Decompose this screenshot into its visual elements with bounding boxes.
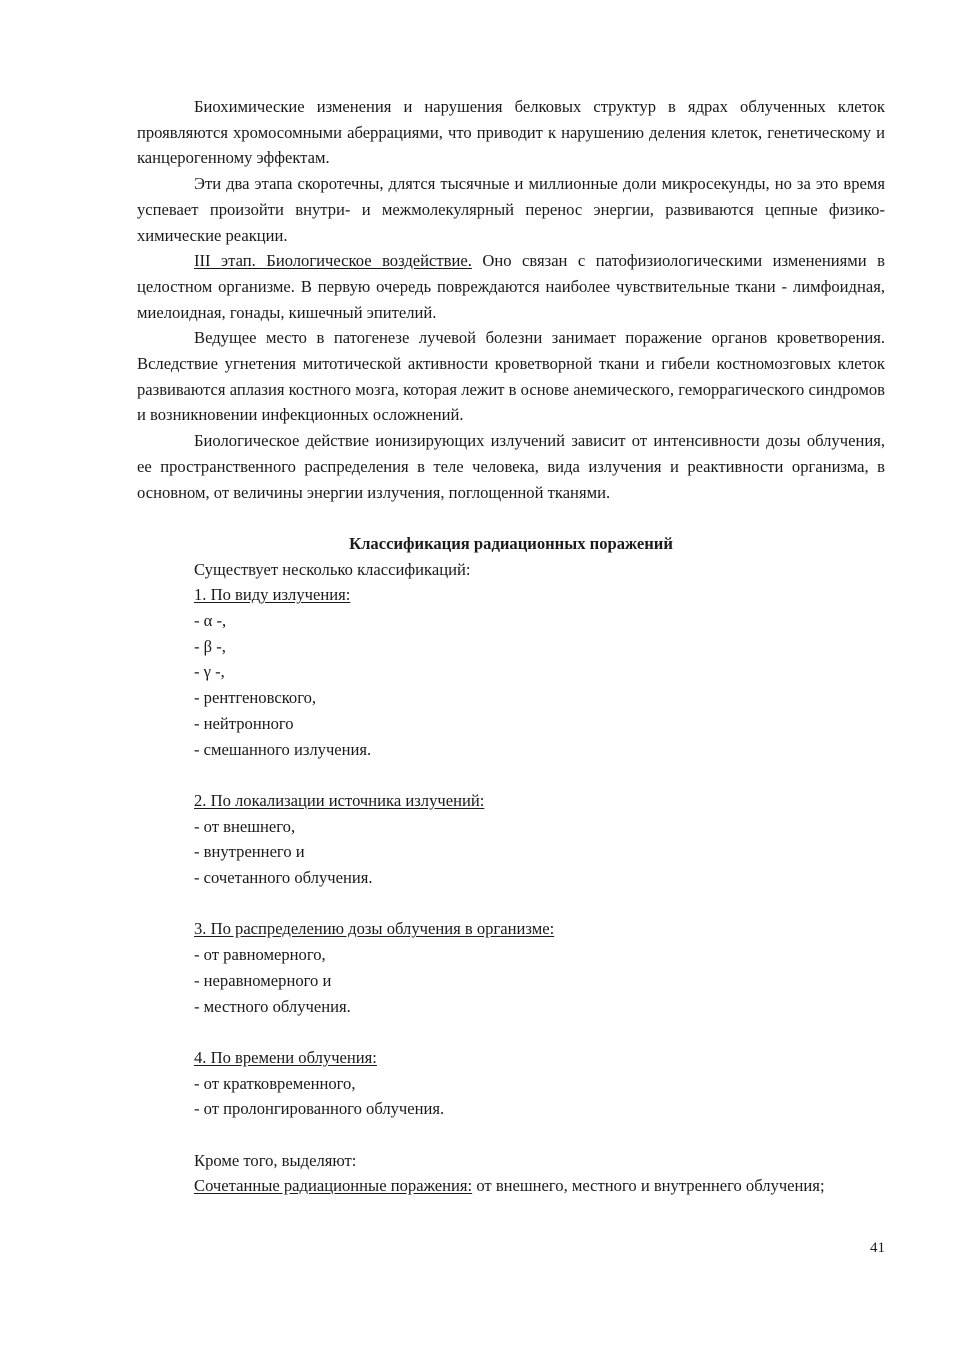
section-heading: Классификация радиационных поражений (349, 533, 673, 553)
list-item: - от равномерного, (194, 945, 326, 965)
list-item: - неравномерного и (194, 970, 332, 990)
group-title-text: 4. По времени облучения: (194, 1047, 377, 1067)
page-number: 41 (870, 1240, 885, 1256)
combined-title: Сочетанные радиационные поражения: (194, 1176, 473, 1196)
list-item: - от пролонгированного облучения. (194, 1099, 445, 1119)
list-item: - от кратковременного, (194, 1073, 356, 1093)
group-title-text: 3. По распределению дозы облучения в организме: (194, 919, 555, 939)
classification-group-radiation-type (137, 582, 885, 762)
paragraph-stage-3 (137, 248, 885, 325)
paragraph-combined-lesions (137, 1173, 885, 1199)
group-title (137, 582, 885, 608)
list-item: - сочетанного облучения. (194, 868, 373, 888)
list-item: - нейтронного (194, 713, 294, 733)
combined-text: от внешнего, местного и внутреннего облучения; (472, 1176, 825, 1196)
paragraph-pathogenesis: Ведущее место в патогенезе лучевой болезни занимает поражение органов кроветворения. Вследствие угнетения митотической активности кроветворной ткани и гибели костномозговых клеток развиваются аплазия костного мозга, которая лежит в основе анемического, геморрагического синдромов и возникновении инфекционных осложнений. (137, 328, 885, 425)
stage-3-title: III этап. Биологическое воздействие. (194, 251, 472, 271)
paragraph-two-stages: Эти два этапа скоротечны, длятся тысячные и миллионные доли микросекунды, но за это время успевает произойти внутри- и межмолекулярный перенос энергии, развиваются цепные физико-химические реакции. (137, 174, 885, 245)
spacer (137, 1122, 885, 1148)
group-title (137, 1045, 885, 1071)
list-item: - γ -, (194, 662, 225, 682)
list-item: - местного облучения. (194, 996, 351, 1016)
paragraph-biological-action: Биологическое действие ионизирующих излучений зависит от интенсивности дозы облучения, ее пространственного распределения в теле человека, вида излучения и реактивности организма, в основном, от величины энергии излучения, поглощенной тканями. (137, 431, 885, 502)
group-title (137, 916, 885, 942)
spacer (137, 762, 885, 788)
list-item: - смешанного излучения. (194, 739, 372, 759)
classification-group-exposure-time (137, 1045, 885, 1122)
spacer (137, 891, 885, 917)
group-title-text: 2. По локализации источника излучений: (194, 790, 485, 810)
paragraph-biochemical-changes: Биохимические изменения и нарушения белковых структур в ядрах облученных клеток проявляются хромосомными аберрациями, что приводит к нарушению деления клеток, генетическому и канцерогенному эффектам. (137, 97, 885, 168)
classification-intro: Существует несколько классификаций: (194, 559, 471, 579)
group-title (137, 788, 885, 814)
list-item: - рентгеновского, (194, 688, 317, 708)
classification-group-dose-distribution (137, 916, 885, 1019)
list-item: - от внешнего, (194, 816, 296, 836)
page-body (137, 94, 885, 1199)
group-title-text: 1. По виду излучения: (194, 585, 351, 605)
list-item: - α -, (194, 611, 227, 631)
spacer (137, 1019, 885, 1045)
list-item: - β -, (194, 636, 226, 656)
classification-group-source-location (137, 788, 885, 891)
list-item: - внутреннего и (194, 842, 305, 862)
besides-line: Кроме того, выделяют: (194, 1150, 357, 1170)
stage-3-text: Оно связан с патофизиологическими изменениями в целостном организме. В первую очередь повреждаются наиболее чувствительные ткани - лимфоидная, миелоидная, гонады, кишечный эпителий. (137, 251, 886, 322)
